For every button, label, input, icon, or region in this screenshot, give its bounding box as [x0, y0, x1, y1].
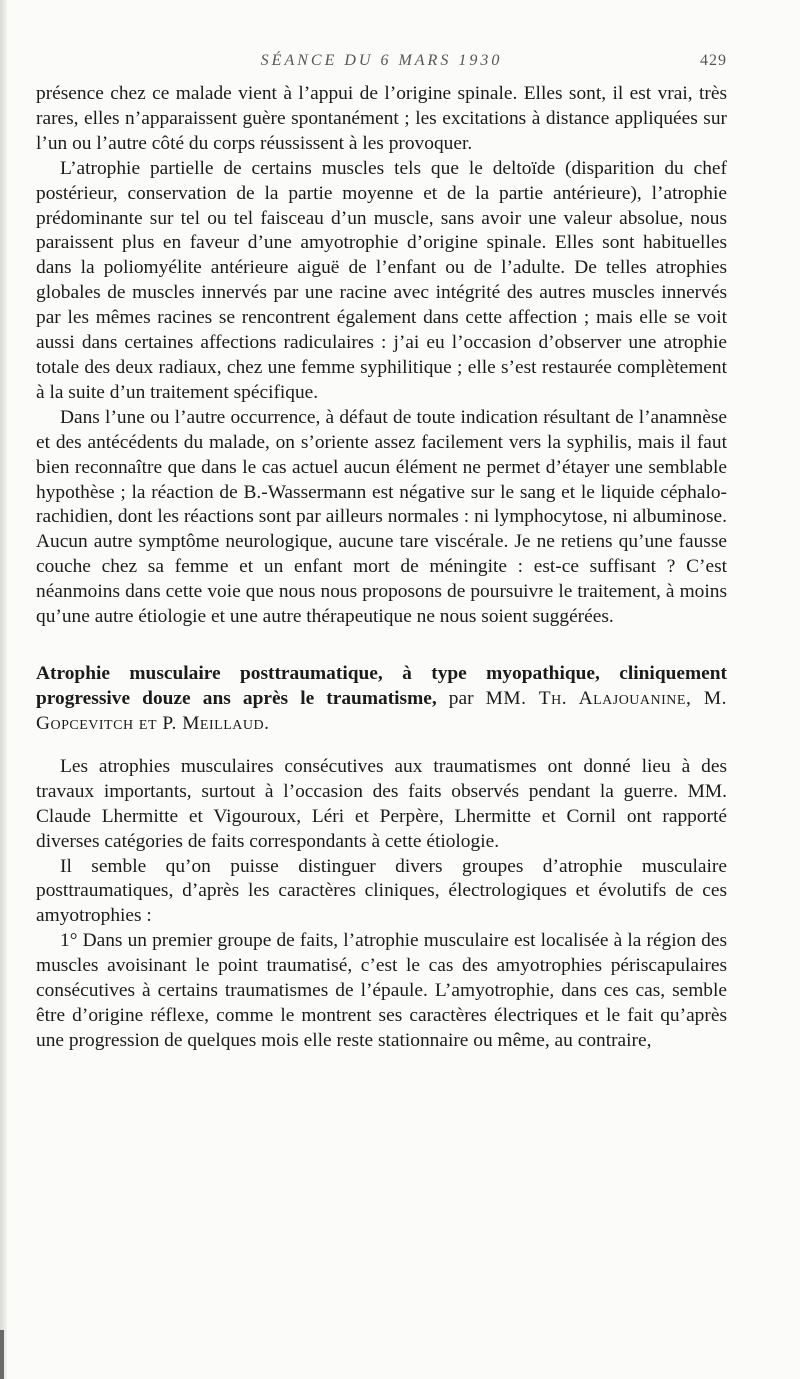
paragraph: Il semble qu’on puisse distinguer divers groupes d’atrophie musculaire posttraumatiques, d’après les caractères cliniques, électrologiques et évolutifs de ces amyotrophies : — [36, 855, 727, 927]
body-text-bottom — [36, 755, 727, 1054]
paragraph: L’atrophie partielle de certains muscles tels que le deltoïde (disparition du chef postérieur, conservation de la partie moyenne et de la partie antérieure), l’atrophie prédominante sur tel ou tel faisceau d’un muscle, sans avoir une valeur absolue, nous paraissent plus en faveur d’une amyotrophie d’origine spinale. Elles sont habituelles dans la poliomyélite antérieure aiguë de l’enfant ou de l’adulte. De telles atrophies globales de muscles innervés par une racine avec intégrité des autres muscles innervés par les mêmes racines se rencontrent également dans cette affection ; mais elle se voit aussi dans certaines affections radiculaires : j’ai eu l’occasion d’observer une atrophie totale des deux radiaux, chez une femme syphilitique ; elle s’est restaurée complètement à la suite d’un traitement spécifique. — [36, 157, 727, 403]
page-edge-mark — [0, 1330, 4, 1379]
page-edge-shadow — [0, 0, 7, 1379]
paragraph: Les atrophies musculaires consécutives aux traumatismes ont donné lieu à des travaux importants, surtout à l’occasion des faits observés pendant la guerre. MM. Claude Lhermitte et Vigouroux, Léri et Perpère, Lhermitte et Cornil ont rapporté diverses catégories de faits correspondants à cette étiologie. — [36, 755, 727, 852]
paragraph: 1° Dans un premier groupe de faits, l’atrophie musculaire est localisée à la région des muscles avoisinant le point traumatisé, c’est le cas des amyotrophies périscapulaires consécutives à certains traumatismes de l’épaule. L’amyotrophie, dans ces cas, semble être d’origine réflexe, comme le montrent ses caractères électriques et le fait qu’après une progression de quelques mois elle reste stationnaire ou même, au contraire, — [36, 930, 727, 1051]
running-title: SÉANCE DU 6 MARS 1930 — [260, 52, 503, 69]
paragraph: Dans l’une ou l’autre occurrence, à défaut de toute indication résultant de l’anamnèse et des antécédents du malade, on s’oriente assez facilement vers la syphilis, mais il faut bien reconnaître que dans le cas actuel aucun élément ne permet d’étayer une semblable hypothèse ; la réaction de B.-Wassermann est négative sur le sang et le liquide céphalo-rachidien, dont les réactions sont par ailleurs normales : ni lymphocytose, ni albuminose. Aucun autre symptôme neurologique, aucune tare viscérale. Je ne retiens qu’une fausse couche chez sa femme et un enfant mort de méningite : est-ce suffisant ? C’est néanmoins dans cette voie que nous nous proposons de poursuivre le traitement, à moins qu’une autre étiologie et une autre thérapeutique ne nous soient suggérées. — [36, 406, 727, 628]
section-by: par — [448, 687, 474, 709]
running-header — [36, 52, 727, 82]
section-authors: MM. Th. Alajouanine, M. Gopcevitch et P. Meillaud. — [36, 687, 727, 734]
body-text-top — [36, 82, 727, 630]
document-page — [36, 52, 727, 1054]
paragraph: présence chez ce malade vient à l’appui de l’origine spinale. Elles sont, il est vrai, très rares, elles n’apparaissent guère spontanément ; les excitations à distance appliquées sur l’un ou l’autre côté du corps réussissent à les provoquer. — [36, 83, 727, 154]
page-number: 429 — [700, 52, 727, 69]
section-title: Atrophie musculaire posttraumatique, à type myopathique, cliniquement progressive douze ans après le traumatisme, — [36, 662, 727, 709]
section-heading — [36, 661, 727, 736]
